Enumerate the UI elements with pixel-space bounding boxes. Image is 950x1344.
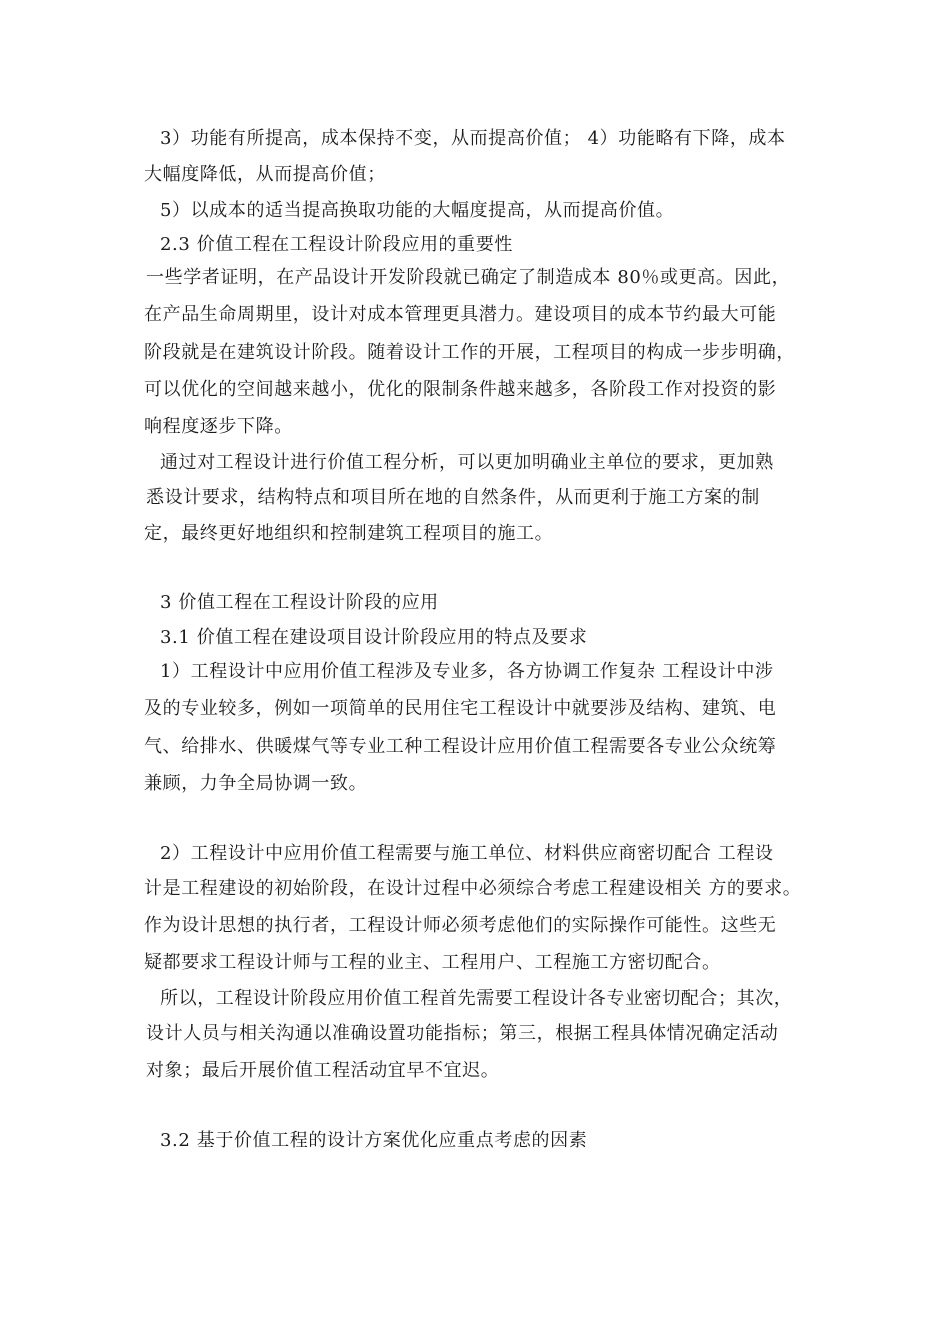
text-line: 在产品生命周期里，设计对成本管理更具潜力。建设项目的成本节约最大可能: [144, 304, 777, 325]
text-line: 5）以成本的适当提高换取功能的大幅度提高，从而提高价值。: [160, 200, 675, 221]
subsection-heading: 3.1 价值工程在建设项目设计阶段应用的特点及要求: [160, 627, 588, 648]
text-line: 阶段就是在建筑设计阶段。随着设计工作的开展，工程项目的构成一步步明确，: [144, 342, 795, 363]
text-line: 设计人员与相关沟通以准确设置功能指标；第三，根据工程具体情况确定活动: [146, 1023, 779, 1044]
text-line: 2）工程设计中应用价值工程需要与施工单位、材料供应商密切配合 工程设: [160, 843, 774, 864]
subsection-heading: 3.2 基于价值工程的设计方案优化应重点考虑的因素: [160, 1130, 588, 1151]
text-line: 气、给排水、供暖煤气等专业工种工程设计应用价值工程需要各专业公众统筹: [144, 736, 777, 757]
text-line: 及的专业较多，例如一项简单的民用住宅工程设计中就要涉及结构、建筑、电: [144, 698, 777, 719]
section-heading: 2.3 价值工程在工程设计阶段应用的重要性: [160, 234, 513, 255]
text-line: 通过对工程设计进行价值工程分析，可以更加明确业主单位的要求，更加熟: [160, 452, 774, 473]
text-line: 大幅度降低，从而提高价值；: [144, 164, 386, 185]
text-line: 计是工程建设的初始阶段，在设计过程中必须综合考虑工程建设相关 方的要求。: [144, 878, 802, 899]
text-line: 所以，工程设计阶段应用价值工程首先需要工程设计各专业密切配合；其次，: [160, 988, 793, 1009]
text-line: 一些学者证明，在产品设计开发阶段就已确定了制造成本 80％或更高。因此，: [146, 267, 791, 288]
section-heading: 3 价值工程在工程设计阶段的应用: [160, 592, 439, 613]
text-line: 可以优化的空间越来越小，优化的限制条件越来越多，各阶段工作对投资的影: [144, 379, 777, 400]
text-line: 定，最终更好地组织和控制建筑工程项目的施工。: [144, 523, 554, 544]
text-line: 作为设计思想的执行者，工程设计师必须考虑他们的实际操作可能性。这些无: [144, 915, 777, 936]
text-line: 对象；最后开展价值工程活动宜早不宜迟。: [146, 1060, 500, 1081]
text-line: 1）工程设计中应用价值工程涉及专业多，各方协调工作复杂 工程设计中涉: [160, 661, 774, 682]
text-line: 3）功能有所提高，成本保持不变，从而提高价值； 4）功能略有下降，成本: [160, 128, 786, 149]
text-line: 兼顾，力争全局协调一致。: [144, 773, 368, 794]
text-line: 疑都要求工程设计师与工程的业主、工程用户、工程施工方密切配合。: [144, 952, 721, 973]
text-line: 悉设计要求，结构特点和项目所在地的自然条件，从而更利于施工方案的制: [146, 487, 760, 508]
text-line: 响程度逐步下降。: [144, 416, 293, 437]
